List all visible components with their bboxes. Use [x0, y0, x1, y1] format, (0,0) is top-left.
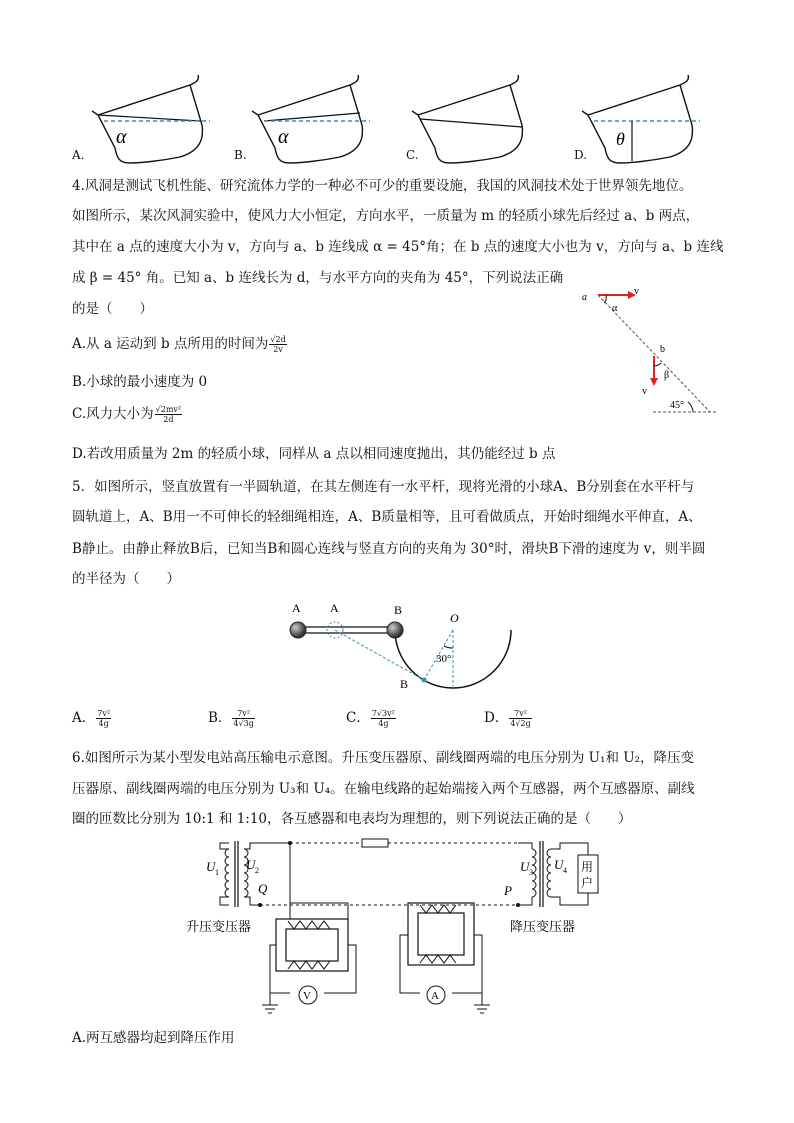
- q6-fig-Q: Q: [258, 881, 268, 896]
- q6-fig-V: V: [303, 990, 311, 1002]
- q6-line-3: 圈的匝数比分别为 10:1 和 1:10，各互感器和电表均为理想的，则下列说法正确的是（ ）: [72, 811, 632, 827]
- q6-fig-U1: U: [206, 859, 216, 874]
- q5-option-d: D． $\frac{\text{7v²}}{4√2g}$: [484, 709, 531, 728]
- q6-fig-user-2: 户: [581, 876, 594, 890]
- q4-fig-a: a: [582, 292, 587, 303]
- q4-line-2: 如图所示，某次风洞实验中，使风力大小恒定，方向水平，一质量为 m 的轻质小球先后经过 a、b 两点，: [72, 208, 700, 224]
- q6-circuit-figure: [180, 835, 610, 1020]
- q6-fig-U3: U: [520, 859, 530, 874]
- q3-option-b: B.: [234, 148, 247, 162]
- q5-line-2: 圆轨道上，A、B用一不可伸长的轻细绳相连，A、B质量相等，且可看做质点，开始时细绳水平伸直，A、: [72, 509, 702, 525]
- q4-fig-angle: 45°: [670, 400, 684, 411]
- q5-fig-O: O: [450, 611, 459, 625]
- q6-fig-step-down: 降压变压器: [510, 919, 576, 934]
- q5-figure: [280, 596, 520, 696]
- q5-option-a: A． $\frac{\text{7v²}}{4g}$: [72, 709, 111, 728]
- q4-line-4: 成 β = 45° 角。已知 a、b 连线长为 d，与水平方向的夹角为 45°，下列说法正确: [72, 270, 564, 286]
- q5-option-b: B． $\frac{\text{7v²}}{4√3g}$: [208, 709, 254, 728]
- beaker-b-angle: α: [278, 126, 289, 148]
- beaker-c: [412, 75, 522, 163]
- q6-fig-U2: U: [246, 857, 256, 872]
- q6-fig-step-up: 升压变压器: [186, 919, 252, 934]
- q6-fig-U1-sub: 1: [215, 868, 219, 877]
- q4-option-c: C.风力大小为 $\frac{\text{√2mv²}}{2d}$: [72, 405, 182, 424]
- beaker-d-angle: θ: [616, 129, 625, 149]
- q4-option-d: D.若改用质量为 2m 的轻质小球，同样从 a 点以相同速度抛出，其仍能经过 b 点: [72, 446, 556, 462]
- q4-fig-beta: β: [664, 370, 670, 381]
- q4-fig-alpha: α: [612, 303, 618, 314]
- q5-line-3: B静止。由静止释放B后，已知当B和圆心连线与竖直方向的夹角为 30°时，滑块B下滑的速度为 v，则半圆: [72, 541, 706, 557]
- q6-fig-U3-sub: 3: [529, 868, 533, 877]
- q5-line-4: 的半径为（ ）: [72, 571, 180, 587]
- q4-line-5: 的是（ ）: [72, 301, 153, 317]
- q3-option-a: A.: [72, 148, 85, 162]
- beaker-a: [92, 75, 210, 163]
- q4-option-a: A.从 a 运动到 b 点所用的时间为 $\frac{√2d}{2v}$: [72, 335, 286, 354]
- q5-fig-A1: A: [292, 601, 301, 615]
- q6-fig-P: P: [504, 883, 512, 898]
- q4-figure: [578, 280, 718, 420]
- q3-option-c: C.: [406, 148, 419, 162]
- q5-fig-angle: 30°: [436, 653, 452, 665]
- q5-fig-A2: A: [330, 601, 339, 615]
- beaker-b: [252, 75, 370, 163]
- q6-fig-user-1: 用: [581, 860, 594, 874]
- q5-option-c: C． $\frac{\text{7√3v²}}{4g}$: [346, 709, 395, 728]
- beaker-d: [582, 75, 700, 163]
- q3-option-d: D.: [574, 148, 588, 162]
- q4-line-3: 其中在 a 点的速度大小为 v，方向与 a、b 连线成 α = 45°角；在 b 点的速度大小也为 v，方向与 a、b 连线: [72, 239, 724, 255]
- q4-fig-b: b: [660, 344, 665, 355]
- beaker-a-angle: α: [116, 126, 127, 148]
- q4-fig-v1: v: [634, 286, 639, 297]
- q6-line-2: 压器原、副线圈两端的电压分别为 U₃和 U₄。在输电线路的起始端接入两个互感器，两个互感器原、副线: [72, 781, 695, 797]
- q6-fig-U4-sub: 4: [563, 866, 567, 875]
- q5-fig-B1: B: [394, 603, 403, 617]
- q6-fig-A: A: [431, 990, 439, 1002]
- q4-option-b: B.小球的最小速度为 0: [72, 374, 208, 390]
- q4-line-1: 4.风洞是测试飞机性能、研究流体力学的一种必不可少的重要设施，我国的风洞技术处于世界领先地位。: [72, 178, 693, 194]
- q6-fig-U4: U: [554, 857, 564, 872]
- q6-fig-U2-sub: 2: [255, 866, 259, 875]
- q6-line-1: 6.如图所示为某小型发电站高压输电示意图。升压变压器原、副线圈两端的电压分别为 U₁和 U₂，降压变: [72, 750, 695, 766]
- q6-option-a: A.两互感器均起到降压作用: [72, 1030, 235, 1046]
- q3-beaker-figures: [60, 65, 750, 165]
- q4-fig-v2: v: [642, 386, 647, 397]
- q5-fig-B2: B: [400, 677, 409, 691]
- q5-line-1: 5．如图所示，竖直放置有一半圆轨道，在其左侧连有一水平杆，现将光滑的小球A、B分别套在水平杆与: [72, 479, 695, 495]
